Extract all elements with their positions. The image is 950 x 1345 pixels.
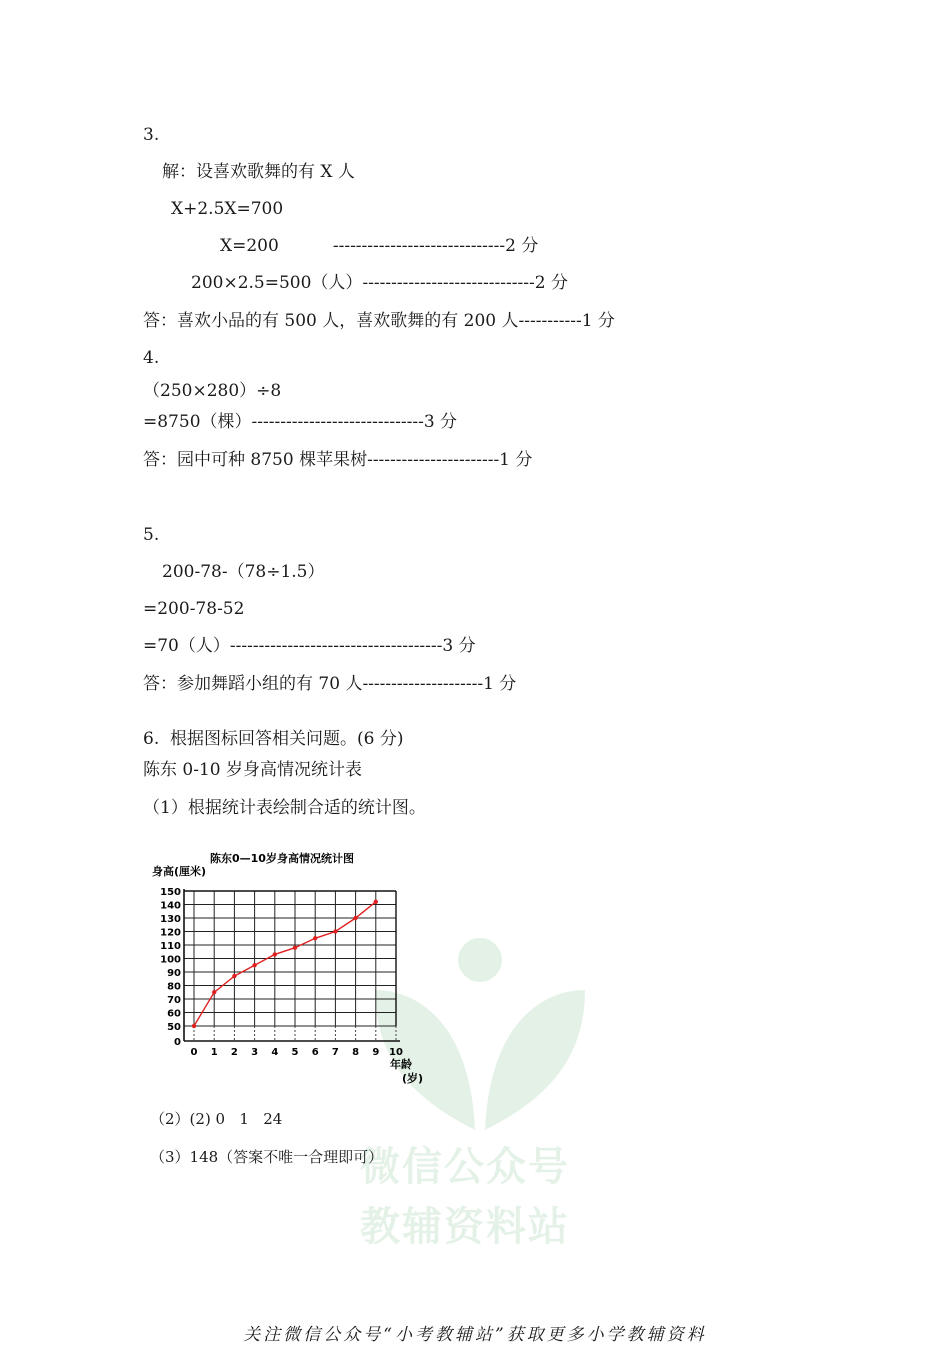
chart-x-tick-label: 7 [331, 1047, 339, 1058]
chart-x-tick-label: 10 [389, 1047, 403, 1058]
chart-grid [184, 891, 396, 1041]
q6-part-2: （2）(2) 0 1 24 [150, 1110, 283, 1128]
chart-data-point [313, 936, 317, 940]
q3-line-2: X+2.5X=700 [171, 199, 284, 219]
chart-y-tick-label: 70 [167, 995, 181, 1006]
chart-x-unit: (岁) [402, 1072, 424, 1085]
chart-title: 陈东0—10岁身高情况统计图 [210, 852, 354, 865]
q4-answer: 答：园中可种 8750 棵苹果树-----------------------1 分 [143, 450, 533, 470]
chart-y-tick-label: 150 [160, 887, 181, 898]
chart-x-tick-label: 1 [210, 1047, 218, 1058]
chart-y-tick-label: 100 [160, 954, 181, 966]
chart-series [192, 900, 378, 1029]
chart-data-point [333, 929, 337, 933]
chart-x-ticks [191, 1047, 403, 1058]
chart-data-point [252, 963, 256, 967]
chart-x-tick-label: 2 [230, 1047, 238, 1058]
chart-data-point [374, 900, 378, 904]
chart-y-tick-label: 80 [167, 981, 181, 993]
q5-number: 5. [143, 525, 160, 545]
chart-y-tick-label: 50 [167, 1022, 181, 1033]
q4-line-1: （250×280）÷8 [143, 381, 282, 401]
chart-data-point [232, 974, 236, 978]
chart-y-tick-label: 130 [160, 914, 181, 925]
q5-answer: 答：参加舞蹈小组的有 70 人---------------------1 分 [143, 674, 517, 694]
chart-data-point [353, 916, 357, 920]
q3-number: 3. [143, 125, 160, 145]
q3-answer: 答：喜欢小品的有 500 人，喜欢歌舞的有 200 人-----------1 分 [143, 311, 615, 331]
footer-note: 关注微信公众号“小考教辅站”获取更多小学教辅资料 [243, 1325, 707, 1345]
chart-y-tick-label: 90 [167, 968, 181, 979]
q5-line-3: =70（人）-------------------------------------3 分 [143, 636, 476, 656]
chart-data-point [273, 952, 277, 956]
chart-data-point [192, 1024, 196, 1028]
chart-y-tick-label: 60 [167, 1008, 181, 1020]
chart-x-tick-label: 5 [291, 1047, 299, 1058]
q4-number: 4. [143, 348, 160, 368]
chart-y-tick-label: 140 [160, 900, 181, 912]
q5-line-2: =200-78-52 [143, 599, 245, 619]
chart-series-line [194, 902, 376, 1026]
q3-line-3: X=200 ------------------------------2 分 [220, 236, 539, 256]
q6-part-3: （3）148（答案不唯一合理即可） [150, 1148, 384, 1166]
chart-data-point [212, 990, 216, 994]
chart-y-tick-label: 120 [160, 927, 181, 939]
q3-line-4: 200×2.5=500（人）------------------------------2 分 [191, 273, 568, 293]
chart-y-tick-label: 110 [160, 941, 181, 952]
q5-line-1: 200-78-（78÷1.5） [162, 562, 325, 582]
q4-line-2: =8750（棵）------------------------------3 分 [143, 412, 458, 432]
height-line-chart [150, 848, 440, 1093]
q6-title: 6. 根据图标回答相关问题。(6 分) [143, 729, 404, 749]
chart-x-label: 年龄 [390, 1058, 412, 1071]
chart-x-tick-label: 0 [190, 1047, 198, 1058]
chart-data-point [293, 946, 297, 950]
chart-y-label: 身高(厘米) [152, 865, 207, 878]
chart-x-tick-label: 3 [251, 1047, 259, 1058]
chart-x-tick-label: 6 [311, 1047, 319, 1058]
chart-y-ticks [160, 887, 181, 1048]
q6-part-1: （1）根据统计表绘制合适的统计图。 [143, 798, 426, 818]
chart-x-tick-label: 9 [372, 1047, 380, 1058]
watermark-text-1: 微信公众号 [360, 1144, 570, 1190]
chart-x-tick-label: 8 [352, 1047, 360, 1058]
chart-y-tick-label: 0 [174, 1037, 181, 1048]
chart-x-tick-label: 4 [271, 1047, 279, 1058]
chart-axes [184, 889, 400, 1041]
q6-table-title: 陈东 0-10 岁身高情况统计表 [143, 760, 362, 780]
watermark-text-2: 教辅资料站 [360, 1204, 570, 1250]
q3-line-1: 解：设喜欢歌舞的有 X 人 [162, 162, 355, 182]
